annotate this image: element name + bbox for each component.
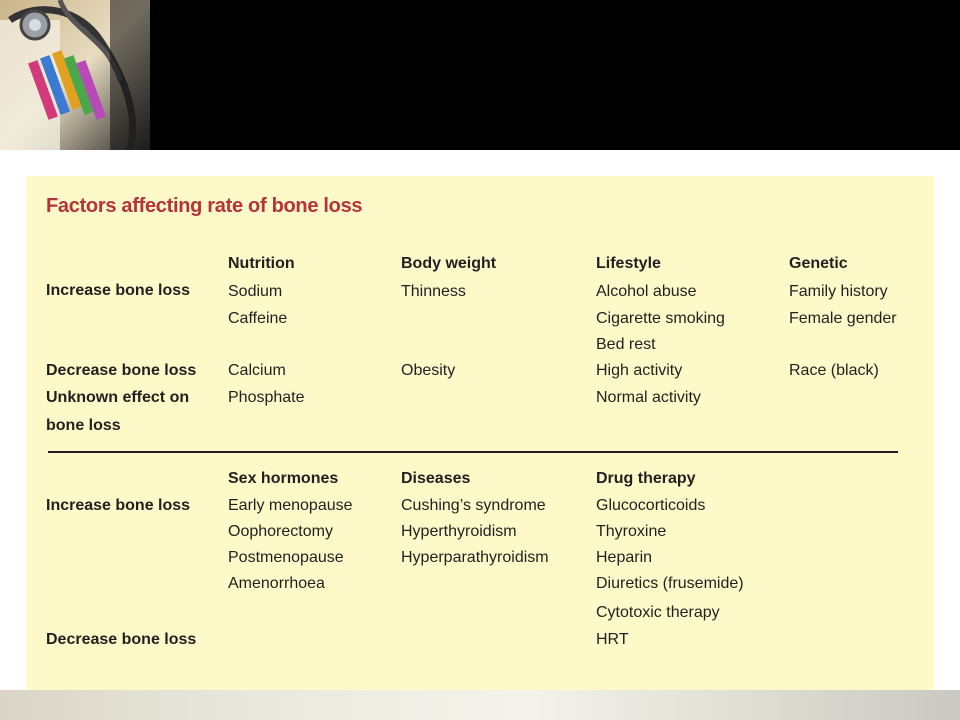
header-nutrition: Nutrition <box>228 255 295 272</box>
table-cell: Glucocorticoids <box>596 497 706 514</box>
table-cell: Amenorrhoea <box>228 575 325 592</box>
table-cell: Diuretics (frusemide) <box>596 575 744 592</box>
table-cell: Thinness <box>401 283 466 300</box>
header-lifestyle: Lifestyle <box>596 255 661 272</box>
header-sex-hormones: Sex hormones <box>228 470 339 487</box>
table-cell: Caffeine <box>228 310 288 327</box>
row-label-decrease: Decrease bone loss <box>46 362 197 379</box>
table-cell: Race (black) <box>789 362 879 379</box>
row-label-unknown-line1: Unknown effect on <box>46 389 190 406</box>
row-label-increase: Increase bone loss <box>46 282 191 299</box>
table-cell: Thyroxine <box>596 523 667 540</box>
row-label-unknown-line2: bone loss <box>46 417 121 434</box>
table-cell: Cigarette smoking <box>596 310 725 327</box>
table-cell: Sodium <box>228 283 283 300</box>
stethoscope-photo-icon <box>0 0 150 150</box>
table-cell: Hyperparathyroidism <box>401 549 549 566</box>
table-cell: High activity <box>596 362 683 379</box>
header-body-weight: Body weight <box>401 255 497 272</box>
table-cell: Female gender <box>789 310 897 327</box>
table-cell: Bed rest <box>596 336 656 353</box>
table-title: Factors affecting rate of bone loss <box>46 195 363 217</box>
section-divider <box>48 451 898 453</box>
table-cell: HRT <box>596 631 629 648</box>
table-cell: Heparin <box>596 549 653 566</box>
table-cell: Hyperthyroidism <box>401 523 517 540</box>
table-cell: Early menopause <box>228 497 353 514</box>
row-label-increase-2: Increase bone loss <box>46 497 191 514</box>
table-cell: Normal activity <box>596 389 701 406</box>
table-cell: Obesity <box>401 362 456 379</box>
slide-header-band <box>0 0 960 150</box>
header-genetic: Genetic <box>789 255 848 272</box>
row-label-decrease-2: Decrease bone loss <box>46 631 197 648</box>
bone-loss-table <box>26 176 934 695</box>
table-cell: Oophorectomy <box>228 523 333 540</box>
table-cell: Calcium <box>228 362 286 379</box>
slide-bottom-decoration <box>0 690 960 720</box>
table-cell: Postmenopause <box>228 549 344 566</box>
header-drug-therapy: Drug therapy <box>596 470 696 487</box>
table-cell: Alcohol abuse <box>596 283 697 300</box>
header-diseases: Diseases <box>401 470 471 487</box>
table-cell: Cushing’s syndrome <box>401 497 546 514</box>
table-cell: Cytotoxic therapy <box>596 604 720 621</box>
table-cell: Family history <box>789 283 888 300</box>
table-cell: Phosphate <box>228 389 305 406</box>
